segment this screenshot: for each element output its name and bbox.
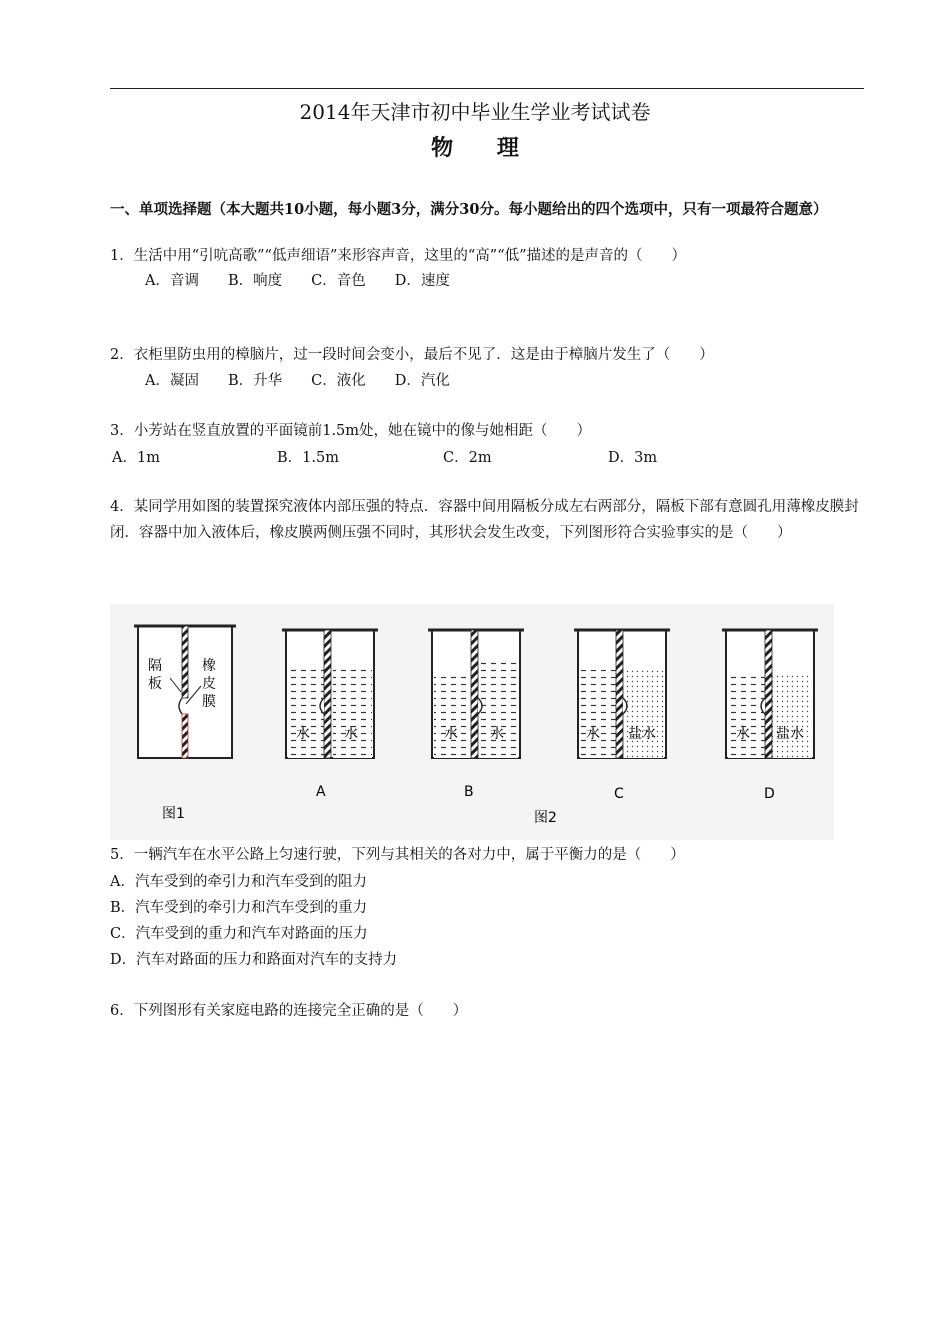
question-1-stem: 1．生活中用“引吭高歌”“低声细语”来形容声音，这里的“高”“低”描述的是声音的（ ） xyxy=(110,248,687,264)
option-a-water-right: 水 xyxy=(344,726,358,742)
question-4-stem: 4．某同学用如图的装置探究液体内部压强的特点．容器中间用隔板分成左右两部分，隔板下部有意圆孔用薄橡皮膜封闭．容器中加入液体后，橡皮膜两侧压强不同时，其形状会发生改变，下列图形符合实验事实的是（ ） xyxy=(110,499,859,541)
question-2-stem: 2．衣柜里防虫用的樟脑片，过一段时间会变小，最后不见了．这是由于樟脑片发生了（ ） xyxy=(110,347,714,363)
question-3-stem: 3．小芳站在竖直放置的平面镜前1.5m处，她在镜中的像与她相距（ ） xyxy=(110,423,592,439)
question-5-option-c: C．汽车受到的重力和汽车对路面的压力 xyxy=(110,926,368,942)
question-3-option-c: C．2m xyxy=(443,450,492,466)
choice-d-label: D xyxy=(764,786,775,802)
question-6-stem: 6．下列图形有关家庭电路的连接完全正确的是（ ） xyxy=(110,1003,468,1019)
option-a-water-left: 水 xyxy=(296,726,310,742)
question-2-options: A．凝固 B．升华 C．液化 D．汽化 xyxy=(145,373,450,389)
choice-b-label: B xyxy=(464,784,474,800)
option-c-container xyxy=(574,630,670,758)
question-5-option-d: D．汽车对路面的压力和路面对汽车的支持力 xyxy=(110,952,398,968)
option-b-container xyxy=(428,630,524,758)
partition-label: 隔板 xyxy=(148,658,162,692)
figure-2-label: 图2 xyxy=(534,810,557,826)
exam-title: 2014年天津市初中毕业生学业考试试卷 xyxy=(299,100,651,124)
section-heading: 一、单项选择题（本大题共10小题，每小题3分，满分30分。每小题给出的四个选项中，只有一项最符合题意） xyxy=(110,201,828,218)
choice-a-label: A xyxy=(316,784,326,800)
subject-title: 物 理 xyxy=(431,135,537,161)
option-c-salt-water: 盐水 xyxy=(628,726,656,742)
option-a-container xyxy=(282,630,378,758)
option-d-water: 水 xyxy=(736,726,750,742)
question-3-option-b: B．1.5m xyxy=(277,450,339,466)
membrane-label: 橡皮膜 xyxy=(202,658,216,710)
question-3-option-a: A．1m xyxy=(112,450,160,466)
option-b-water-right: 水 xyxy=(490,726,504,742)
pressure-experiment-figure xyxy=(110,604,834,840)
figure-1-container xyxy=(134,626,236,758)
question-5-option-a: A．汽车受到的牵引力和汽车受到的阻力 xyxy=(110,874,367,890)
question-3-option-d: D．3m xyxy=(608,450,658,466)
question-5-option-b: B．汽车受到的牵引力和汽车受到的重力 xyxy=(110,900,368,916)
header-rule xyxy=(110,88,864,89)
option-d-salt-water: 盐水 xyxy=(776,726,804,742)
question-5-stem: 5．一辆汽车在水平公路上匀速行驶，下列与其相关的各对力中，属于平衡力的是（ ） xyxy=(110,847,685,863)
option-d-container xyxy=(722,630,818,758)
question-1-options: A．音调 B．响度 C．音色 D．速度 xyxy=(145,273,450,289)
figure-1-label: 图1 xyxy=(162,806,185,822)
choice-c-label: C xyxy=(614,786,624,802)
option-c-water: 水 xyxy=(586,726,600,742)
option-b-water-left: 水 xyxy=(444,726,458,742)
